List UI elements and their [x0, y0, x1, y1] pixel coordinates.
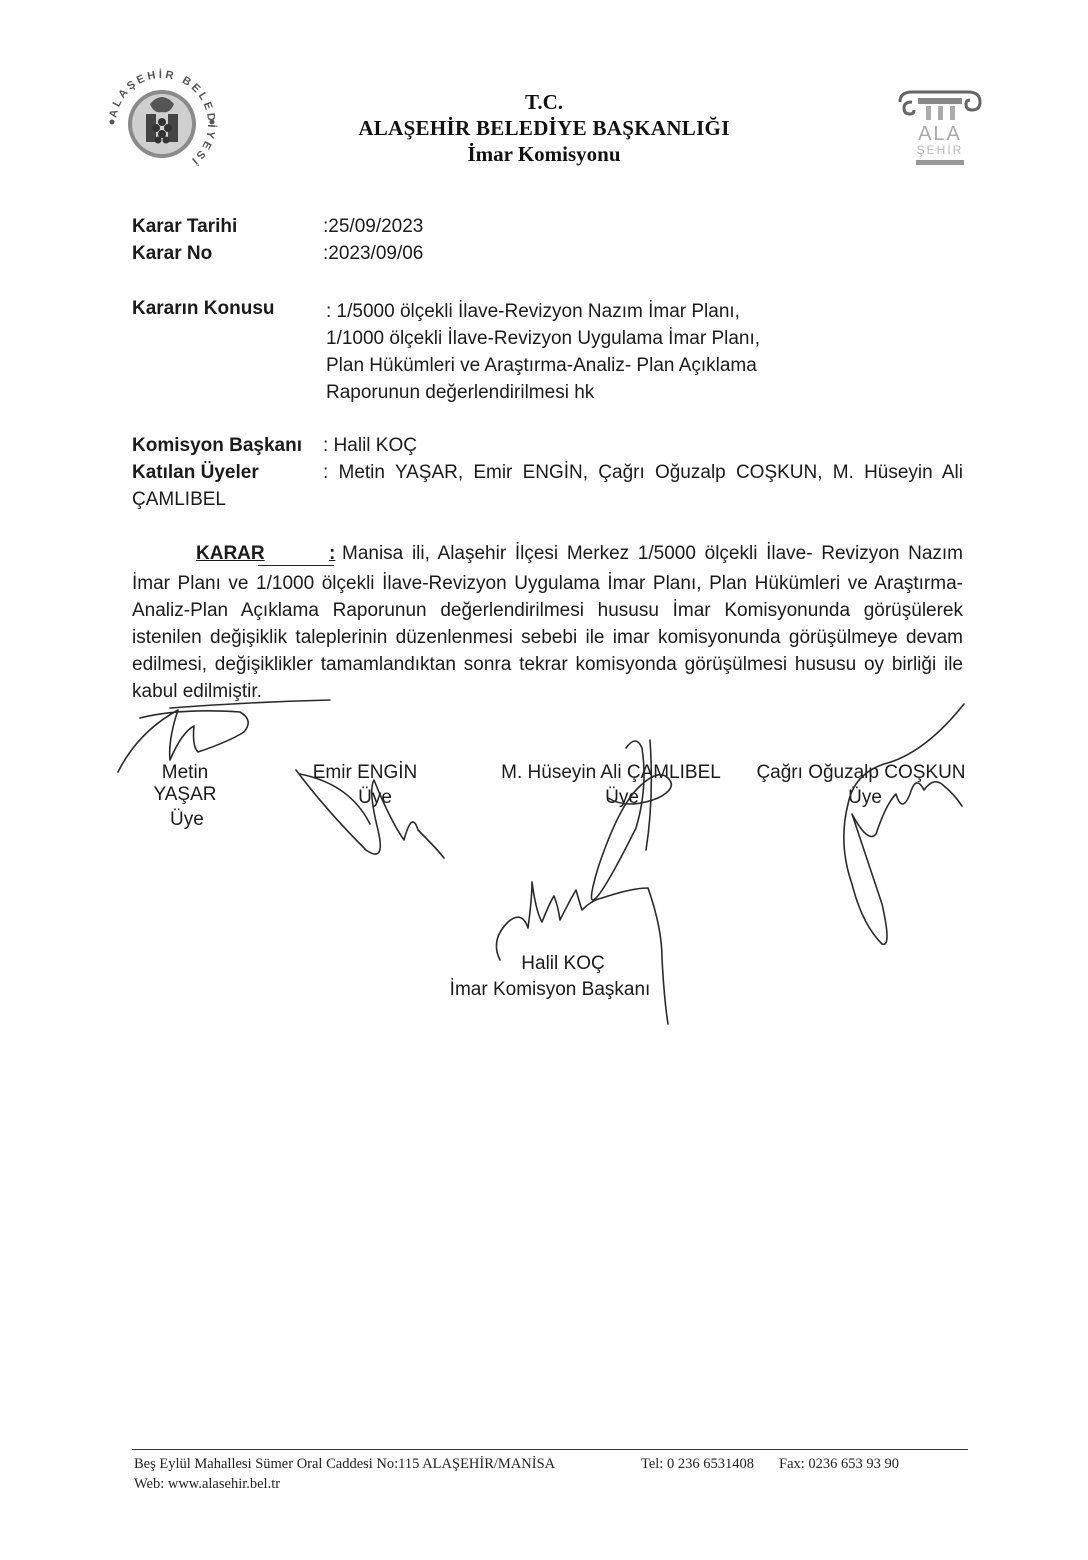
decision-label: KARAR [196, 543, 265, 564]
footer-address: Beş Eylül Mahallesi Sümer Oral Caddesi No:115 ALAŞEHİR/MANİSA [134, 1456, 556, 1472]
signature-block-metin [130, 762, 240, 831]
footer-tel: Tel: 0 236 6531408 [641, 1456, 754, 1472]
signature-cagri [844, 704, 964, 944]
members-value-cont: ÇAMLIBEL [132, 489, 226, 510]
chair-value: : Halil KOÇ [323, 435, 417, 456]
signatory-name: Halil KOÇ [521, 953, 605, 974]
decision-first-line: Manisa ili, Alaşehir İlçesi Merkez 1/5000 ölçekli İlave- Revizyon Nazım [342, 543, 963, 564]
footer-fax: Fax: 0236 653 93 90 [779, 1456, 900, 1472]
decision-body: İmar Planı ve 1/1000 ölçekli İlave-Revizyon Uygulama İmar Planı, Plan Hükümleri ve Araştırma-Analiz-Plan Açıklama Raporunun değerlendirilmesi hususu İmar Komisyonunda görüşülerek istenilen değişiklik taleplerinin düzenlenmesi sebebi ile imar komisyonunda görüşülmeye devam edilmesi, değişiklikler tamamlandıktan sonra tekrar komisyonda görüşülmesi hususu oy birliği ile kabul edilmiştir. [132, 573, 963, 702]
decision-underline [258, 565, 334, 566]
signatory-name: Çağrı Oğuzalp COŞKUN [756, 762, 966, 783]
subject-line: 1/1000 ölçekli İlave-Revizyon Uygulama İmar Planı, [326, 328, 761, 349]
signature-block-cagri [756, 762, 966, 809]
subject-label: Kararın Konusu [132, 298, 275, 319]
subject-text [326, 298, 760, 406]
signatory-role: Üye [358, 787, 392, 808]
decision-date-value: :25/09/2023 [323, 216, 424, 237]
signatory-role: Üye [848, 787, 882, 808]
svg-text:ALA: ALA [918, 123, 962, 145]
decision-no-value: :2023/09/06 [323, 243, 424, 264]
header-municipality: ALAŞEHİR BELEDİYE BAŞKANLIĞI [358, 116, 730, 140]
signatory-role: Üye [170, 809, 204, 830]
decision-date-label: Karar Tarihi [132, 216, 238, 237]
signature-block-emir [300, 762, 430, 809]
signatory-name: Metin YAŞAR [153, 762, 217, 805]
svg-text:ŞEHİR: ŞEHİR [916, 143, 964, 157]
signature-block-halil [430, 953, 670, 1001]
chair-label: Komisyon Başkanı [132, 435, 302, 456]
svg-text:ALAŞEHİR BELEDİYESİ: ALAŞEHİR BELEDİYESİ [107, 68, 218, 169]
header-tc: T.C. [524, 90, 564, 114]
signatory-role: İmar Komisyon Başkanı [449, 979, 651, 1000]
footer-web: Web: www.alasehir.bel.tr [134, 1476, 281, 1492]
subject-line: Plan Hükümleri ve Araştırma-Analiz- Plan Açıklama [326, 355, 757, 376]
signatory-name: M. Hüseyin Ali ÇAMLIBEL [501, 762, 721, 783]
signatory-role: Üye [605, 787, 639, 808]
header-commission: İmar Komisyonu [467, 142, 621, 166]
members-value: : Metin YAŞAR, Emir ENGİN, Çağrı Oğuzalp COŞKUN, M. Hüseyin Ali [323, 462, 963, 483]
decision-no-label: Karar No [132, 243, 213, 264]
signature-block-huseyin [496, 762, 726, 809]
subject-line: : 1/5000 ölçekli İlave-Revizyon Nazım İmar Planı, [326, 301, 740, 322]
subject-line: Raporunun değerlendirilmesi hk [326, 382, 595, 403]
decision-colon: : [329, 543, 336, 564]
members-label: Katılan Üyeler [132, 462, 259, 483]
footer-rule [132, 1449, 968, 1450]
signatory-name: Emir ENGİN [312, 762, 418, 783]
